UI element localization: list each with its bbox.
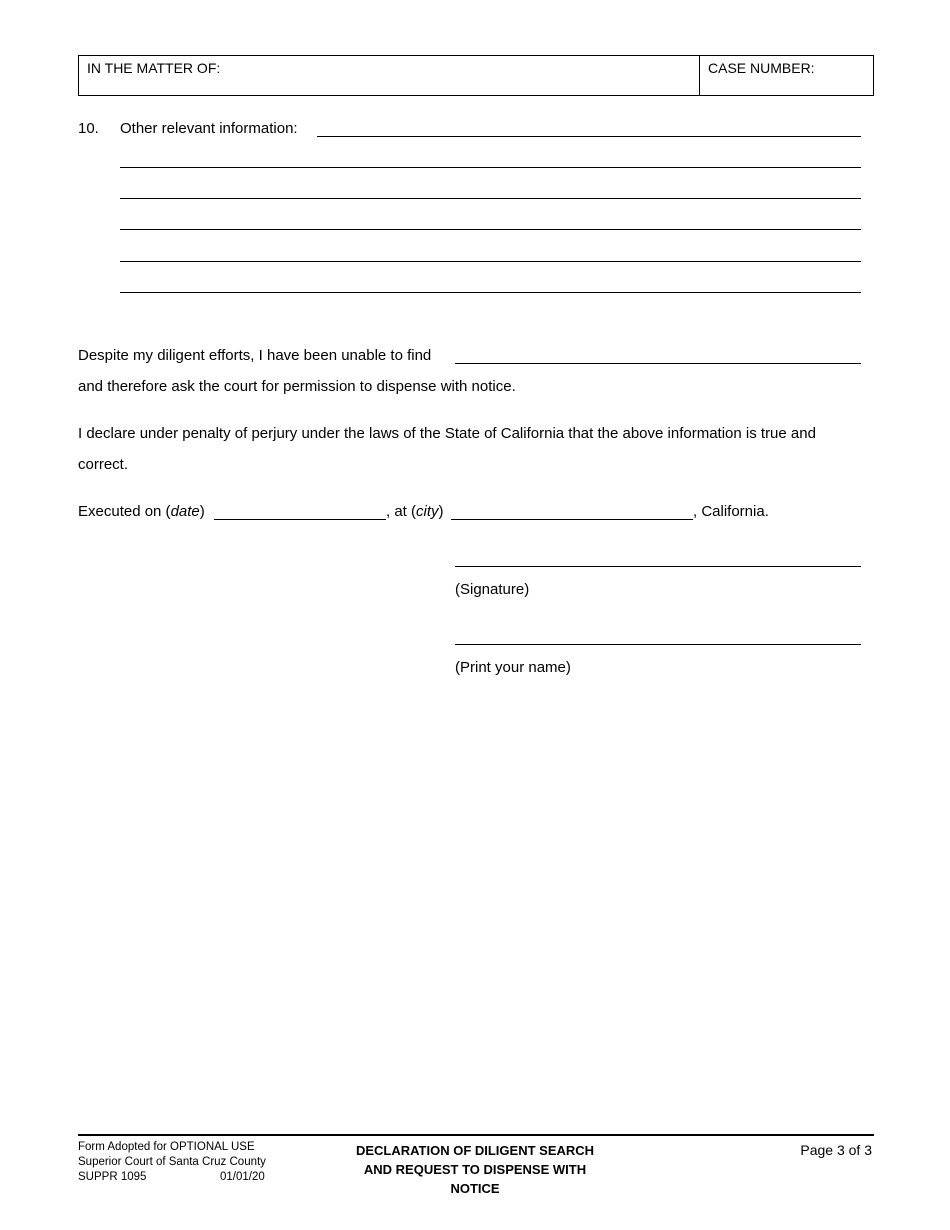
date-word: date: [170, 503, 200, 520]
at-prefix: , at (: [386, 503, 417, 520]
city-field-line[interactable]: [451, 519, 693, 520]
person-not-found-line[interactable]: [455, 363, 861, 364]
other-info-line-2[interactable]: [120, 167, 861, 168]
other-info-line-3[interactable]: [120, 198, 861, 199]
date-close: ): [199, 503, 205, 520]
other-info-line-6[interactable]: [120, 292, 861, 293]
form-title-line-2: AND REQUEST TO DISPENSE WITH: [363, 1162, 587, 1177]
other-info-line-1[interactable]: [317, 136, 861, 137]
case-number-label: CASE NUMBER:: [708, 60, 815, 76]
city-close: ): [438, 503, 444, 520]
other-info-line-4[interactable]: [120, 229, 861, 230]
form-title-line-1: DECLARATION OF DILIGENT SEARCH: [355, 1143, 595, 1158]
signature-line[interactable]: [455, 566, 861, 567]
court-name: Superior Court of Santa Cruz County: [78, 1156, 266, 1168]
form-title: [340, 1141, 610, 1198]
matter-label: IN THE MATTER OF:: [87, 60, 221, 76]
print-name-label: (Print your name): [455, 659, 571, 676]
city-label: [386, 503, 444, 521]
page-number: Page 3 of 3: [800, 1142, 872, 1158]
perjury-declaration-end: correct.: [78, 456, 129, 473]
dispense-request-text: and therefore ask the court for permission to dispense with notice.: [78, 378, 516, 395]
caption-divider: [699, 55, 700, 96]
diligent-statement: Despite my diligent efforts, I have been unable to find: [78, 347, 432, 364]
form-title-line-3: NOTICE: [450, 1181, 500, 1196]
executed-on-label: [78, 503, 205, 521]
date-field-line[interactable]: [214, 519, 386, 520]
other-info-label: Other relevant information:: [120, 120, 298, 137]
form-number: SUPPR 1095: [78, 1171, 147, 1183]
california-suffix: , California.: [693, 503, 769, 520]
city-word: city: [416, 503, 439, 520]
form-adopted-text: Form Adopted for OPTIONAL USE: [78, 1141, 255, 1153]
other-info-line-5[interactable]: [120, 261, 861, 262]
signature-label: (Signature): [455, 581, 530, 598]
form-revision-date: 01/01/20: [220, 1171, 265, 1183]
footer-rule: [78, 1134, 874, 1136]
perjury-declaration: I declare under penalty of perjury under the laws of the State of California that the above information is true and: [78, 425, 816, 442]
executed-prefix: Executed on (: [78, 503, 171, 520]
print-name-line[interactable]: [455, 644, 861, 645]
item-number: 10.: [78, 120, 99, 137]
